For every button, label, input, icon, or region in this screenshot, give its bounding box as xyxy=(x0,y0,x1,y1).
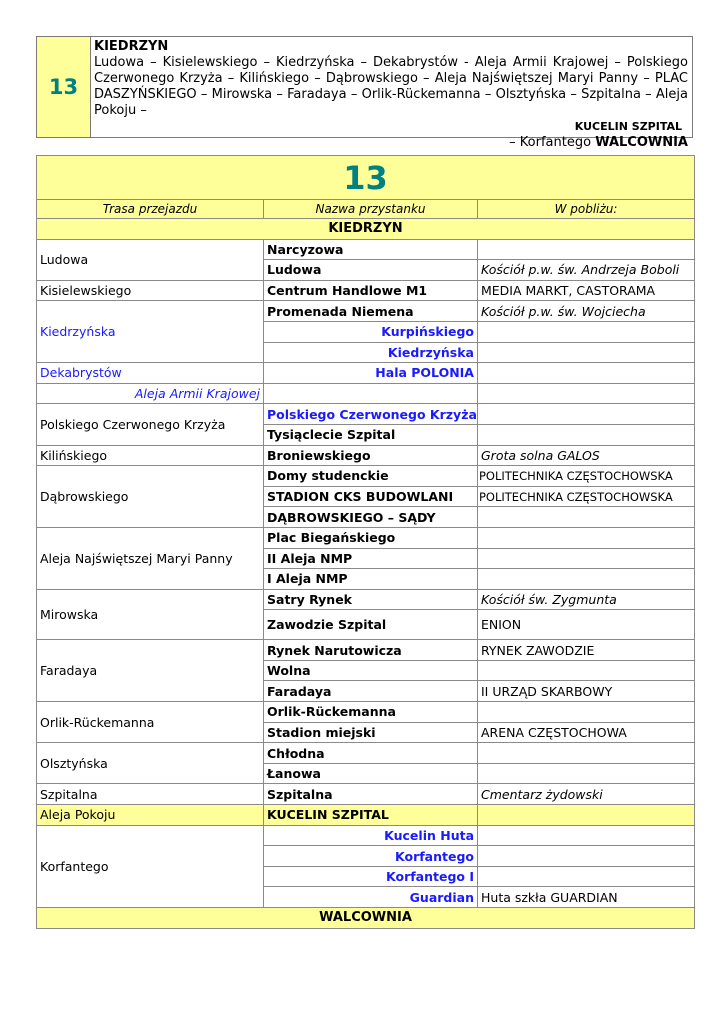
nearby xyxy=(478,507,695,528)
street-name: Dekabrystów xyxy=(37,363,264,384)
nearby xyxy=(478,660,695,681)
street-name: Olsztyńska xyxy=(37,743,264,784)
stop-name: Wolna xyxy=(264,660,478,681)
stop-name: Tysiąclecie Szpital xyxy=(264,424,478,445)
street-name: Aleja Armii Krajowej xyxy=(37,383,264,404)
table-row xyxy=(37,589,695,610)
stop-name: Korfantego xyxy=(264,846,478,867)
stop-name: Satry Rynek xyxy=(264,589,478,610)
table-row xyxy=(37,280,695,301)
nearby xyxy=(478,239,695,260)
route-summary-box xyxy=(36,36,693,150)
stop-name xyxy=(264,383,478,404)
nearby: Grota solna GALOS xyxy=(478,445,695,466)
table-row xyxy=(37,825,695,846)
timetable-route-table xyxy=(36,155,695,929)
table-row xyxy=(37,301,695,322)
stop-name: Rynek Narutowicza xyxy=(264,640,478,661)
street-name: Aleja Najświętszej Maryi Panny xyxy=(37,527,264,589)
table-row xyxy=(37,404,695,425)
table-row xyxy=(37,363,695,384)
stop-name: Korfantego I xyxy=(264,866,478,887)
stop-name: Polskiego Czerwonego Krzyża xyxy=(264,404,478,425)
nearby xyxy=(478,763,695,784)
stop-name: Orlik-Rückemanna xyxy=(264,702,478,723)
stop-name: Kurpińskiego xyxy=(264,321,478,342)
route-end-line xyxy=(94,135,688,151)
street-name: Dąbrowskiego xyxy=(37,466,264,528)
nearby xyxy=(478,527,695,548)
nearby xyxy=(478,569,695,590)
nearby: Cmentarz żydowski xyxy=(478,784,695,805)
table-row xyxy=(37,702,695,723)
nearby xyxy=(478,424,695,445)
route-end-prefix: – Korfantego xyxy=(509,135,592,150)
nearby: ARENA CZĘSTOCHOWA xyxy=(478,722,695,743)
nearby: MEDIA MARKT, CASTORAMA xyxy=(478,280,695,301)
stop-name: Ludowa xyxy=(264,260,478,281)
street-name: Aleja Pokoju xyxy=(37,805,264,826)
stop-name: KUCELIN SZPITAL xyxy=(264,805,478,826)
nearby xyxy=(478,825,695,846)
nearby xyxy=(478,363,695,384)
route-end-terminal: WALCOWNIA xyxy=(595,135,688,150)
route-start-title: KIEDRZYN xyxy=(94,39,169,54)
stop-name: Narcyzowa xyxy=(264,239,478,260)
table-line-number: 13 xyxy=(37,156,695,200)
stop-name: Faradaya xyxy=(264,681,478,702)
stop-name: Chłodna xyxy=(264,743,478,764)
street-name: Mirowska xyxy=(37,589,264,640)
nearby xyxy=(478,404,695,425)
table-row xyxy=(37,784,695,805)
stop-name: Szpitalna xyxy=(264,784,478,805)
stop-name: Plac Biegańskiego xyxy=(264,527,478,548)
stop-name: Centrum Handlowe M1 xyxy=(264,280,478,301)
street-name: Ludowa xyxy=(37,239,264,280)
table-row xyxy=(37,640,695,661)
end-terminal: WALCOWNIA xyxy=(37,908,695,929)
street-name: Kilińskiego xyxy=(37,445,264,466)
stop-name: Zawodzie Szpital xyxy=(264,610,478,640)
table-row xyxy=(37,239,695,260)
nearby xyxy=(478,383,695,404)
nearby: Kościół św. Zygmunta xyxy=(478,589,695,610)
street-name: Kisielewskiego xyxy=(37,280,264,301)
route-description: Ludowa – Kisielewskiego – Kiedrzyńska – Dekabrystów - Aleja Armii Krajowej – Polskiego Czerwonego Krzyża – Kilińskiego – Dąbrowskiego – Aleja Najświętszej Maryi Panny – PLAC DASZYŃSKIEGO – Mirowska – Faradaya – Orlik-Rückemanna – Olsztyńska – Szpitalna – Aleja Pokoju – xyxy=(94,55,688,118)
nearby: RYNEK ZAWODZIE xyxy=(478,640,695,661)
stop-name: STADION CKS BUDOWLANI xyxy=(264,486,478,507)
route-end-kucelin: KUCELIN SZPITAL xyxy=(574,120,682,133)
nearby: POLITECHNIKA CZĘSTOCHOWSKA xyxy=(478,466,695,487)
street-name: Faradaya xyxy=(37,640,264,702)
street-name: Polskiego Czerwonego Krzyża xyxy=(37,404,264,445)
nearby xyxy=(478,342,695,363)
nearby xyxy=(478,702,695,723)
route-summary xyxy=(91,37,692,150)
street-name: Szpitalna xyxy=(37,784,264,805)
column-header-route: Trasa przejazdu xyxy=(37,200,264,219)
line-number-badge: 13 xyxy=(37,37,91,137)
table-row xyxy=(37,527,695,548)
nearby: II URZĄD SKARBOWY xyxy=(478,681,695,702)
nearby: Kościół p.w. św. Andrzeja Boboli xyxy=(478,260,695,281)
stop-name: I Aleja NMP xyxy=(264,569,478,590)
street-name: Korfantego xyxy=(37,825,264,907)
stop-name: Stadion miejski xyxy=(264,722,478,743)
nearby: POLITECHNIKA CZĘSTOCHOWSKA xyxy=(478,486,695,507)
stop-name: Promenada Niemena xyxy=(264,301,478,322)
nearby xyxy=(478,866,695,887)
column-header-nearby: W pobliżu: xyxy=(478,200,695,219)
column-header-stop: Nazwa przystanku xyxy=(264,200,478,219)
stop-name: Hala POLONIA xyxy=(264,363,478,384)
table-row xyxy=(37,466,695,487)
nearby: Kościół p.w. św. Wojciecha xyxy=(478,301,695,322)
stop-name: Broniewskiego xyxy=(264,445,478,466)
nearby: ENION xyxy=(478,610,695,640)
table-row xyxy=(37,383,695,404)
nearby xyxy=(478,805,695,826)
nearby xyxy=(478,743,695,764)
table-row xyxy=(37,743,695,764)
nearby xyxy=(478,321,695,342)
stop-name: Domy studenckie xyxy=(264,466,478,487)
stop-name: II Aleja NMP xyxy=(264,548,478,569)
nearby: Huta szkła GUARDIAN xyxy=(478,887,695,908)
stop-name: DĄBROWSKIEGO – SĄDY xyxy=(264,507,478,528)
stop-name: Kucelin Huta xyxy=(264,825,478,846)
stop-name: Kiedrzyńska xyxy=(264,342,478,363)
stop-name: Łanowa xyxy=(264,763,478,784)
stop-name: Guardian xyxy=(264,887,478,908)
nearby xyxy=(478,846,695,867)
nearby xyxy=(478,548,695,569)
table-row xyxy=(37,805,695,826)
start-terminal: KIEDRZYN xyxy=(37,219,695,240)
street-name: Kiedrzyńska xyxy=(37,301,264,363)
street-name: Orlik-Rückemanna xyxy=(37,702,264,743)
table-row xyxy=(37,445,695,466)
